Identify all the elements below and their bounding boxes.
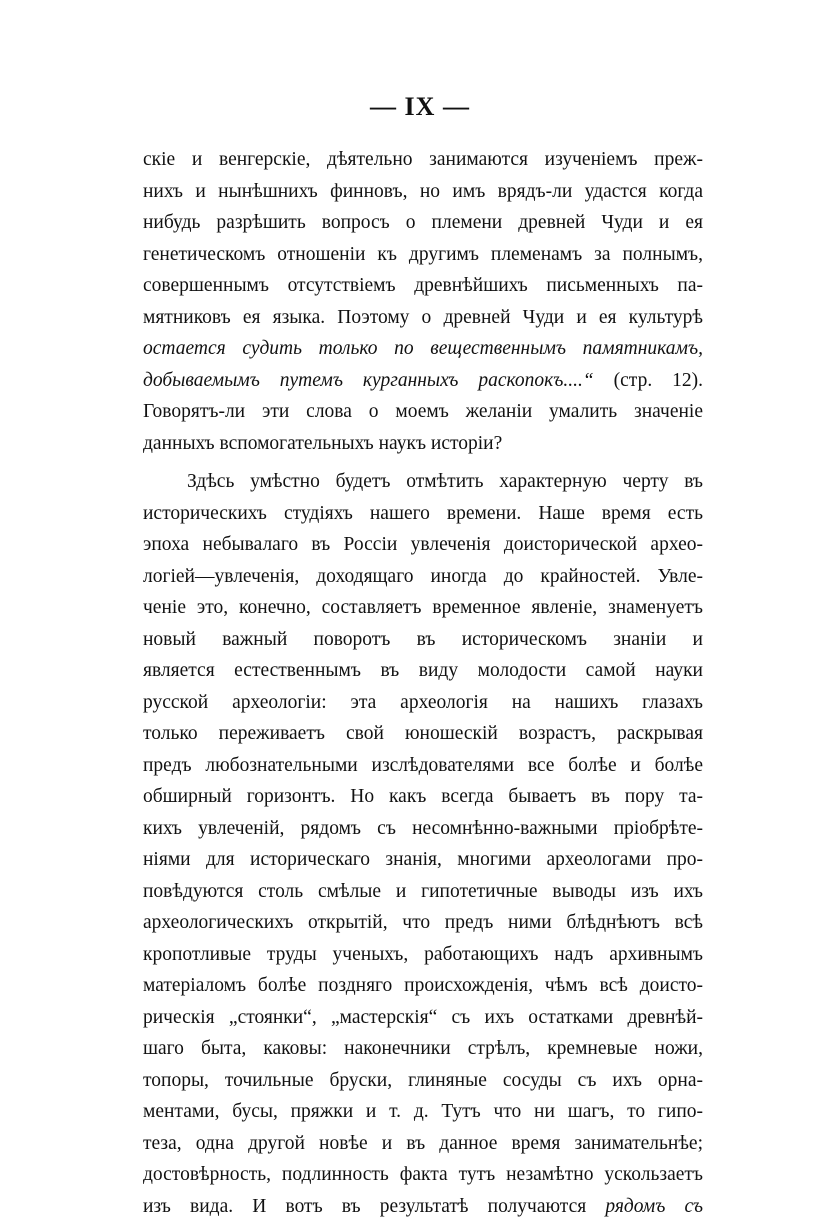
text-line: обширный горизонтъ. Но какъ всегда бываетъ въ пору та- [143, 781, 703, 813]
text-line: шаго быта, каковы: наконечники стрѣлъ, кремневые ножи, [143, 1033, 703, 1065]
italic-text: рядомъ съ [605, 1196, 703, 1217]
text-line: только переживаетъ свой юношескій возрастъ, раскрывая [143, 718, 703, 750]
text-line: данныхъ вспомогательныхъ наукъ исторіи? [143, 428, 703, 460]
text-line: повѣдуются столь смѣлые и гипотетичные выводы изъ ихъ [143, 876, 703, 908]
text-line: мятниковъ ея языка. Поэтому о древней Чуди и ея культурѣ [143, 302, 703, 334]
text-line: историческихъ студіяхъ нашего времени. Наше время есть [143, 498, 703, 530]
text-line: является естественнымъ въ виду молодости самой науки [143, 655, 703, 687]
text-line: совершеннымъ отсутствіемъ древнѣйшихъ письменныхъ па- [143, 270, 703, 302]
text-line: логіей—увлеченія, доходящаго иногда до крайностей. Увле- [143, 561, 703, 593]
page-number: — IX — [0, 92, 840, 122]
text-line: ченіе это, конечно, составляетъ временное явленіе, знаменуетъ [143, 592, 703, 624]
text-line: рическія „стоянки“, „мастерскія“ съ ихъ остатками древнѣй- [143, 1002, 703, 1034]
text-line: новый важный поворотъ въ историческомъ знаніи и [143, 624, 703, 656]
text-line: скіе и венгерскіе, дѣятельно занимаются изученіемъ преж- [143, 144, 703, 176]
text-line: достовѣрность, подлинность факта тутъ незамѣтно ускользаетъ [143, 1159, 703, 1191]
text-line [143, 333, 703, 365]
text-line: топоры, точильные бруски, глиняные сосуды съ ихъ орна- [143, 1065, 703, 1097]
paragraph-gap [143, 459, 703, 466]
text-line: матеріаломъ болѣе поздняго происхожденія, чѣмъ всѣ доисто- [143, 970, 703, 1002]
text-line: нихъ и нынѣшнихъ финновъ, но имъ врядъ-ли удастся когда [143, 176, 703, 208]
text-line: эпоха небывалаго въ Россіи увлеченія доисторической архео- [143, 529, 703, 561]
italic-quote: остается судить только по вещественнымъ памятникамъ, [143, 338, 703, 359]
text-line: кропотливые труды ученыхъ, работающихъ надъ архивнымъ [143, 939, 703, 971]
text-line: предъ любознательными изслѣдователями все болѣе и болѣе [143, 750, 703, 782]
paragraph-2 [143, 466, 703, 1222]
text-line: добываемымъ путемъ курганныхъ раскопокъ....“ (стр. 12). [143, 365, 703, 397]
paragraph-1 [143, 144, 703, 459]
text-line: Здѣсь умѣстно будетъ отмѣтить характерную черту въ [143, 466, 703, 498]
text-line: генетическомъ отношеніи къ другимъ племенамъ за полнымъ, [143, 239, 703, 271]
text-line: русской археологіи: эта археологія на нашихъ глазахъ [143, 687, 703, 719]
text-line: изъ вида. И вотъ въ результатѣ получаются рядомъ съ [143, 1191, 703, 1222]
text-line: ніями для историческаго знанія, многими археологами про- [143, 844, 703, 876]
text-line: нибудь разрѣшить вопросъ о племени древней Чуди и ея [143, 207, 703, 239]
text-line: ментами, бусы, пряжки и т. д. Тутъ что ни шагъ, то гипо- [143, 1096, 703, 1128]
body-text [143, 144, 703, 1222]
text-line: Говорятъ-ли эти слова о моемъ желаніи умалить значеніе [143, 396, 703, 428]
text-line: кихъ увлеченій, рядомъ съ несомнѣнно-важными пріобрѣте- [143, 813, 703, 845]
italic-quote: добываемымъ путемъ курганныхъ раскопокъ....“ [143, 370, 594, 391]
text-line: теза, одна другой новѣе и въ данное время занимательнѣе; [143, 1128, 703, 1160]
text-line: археологическихъ открытій, что предъ ними блѣднѣютъ всѣ [143, 907, 703, 939]
